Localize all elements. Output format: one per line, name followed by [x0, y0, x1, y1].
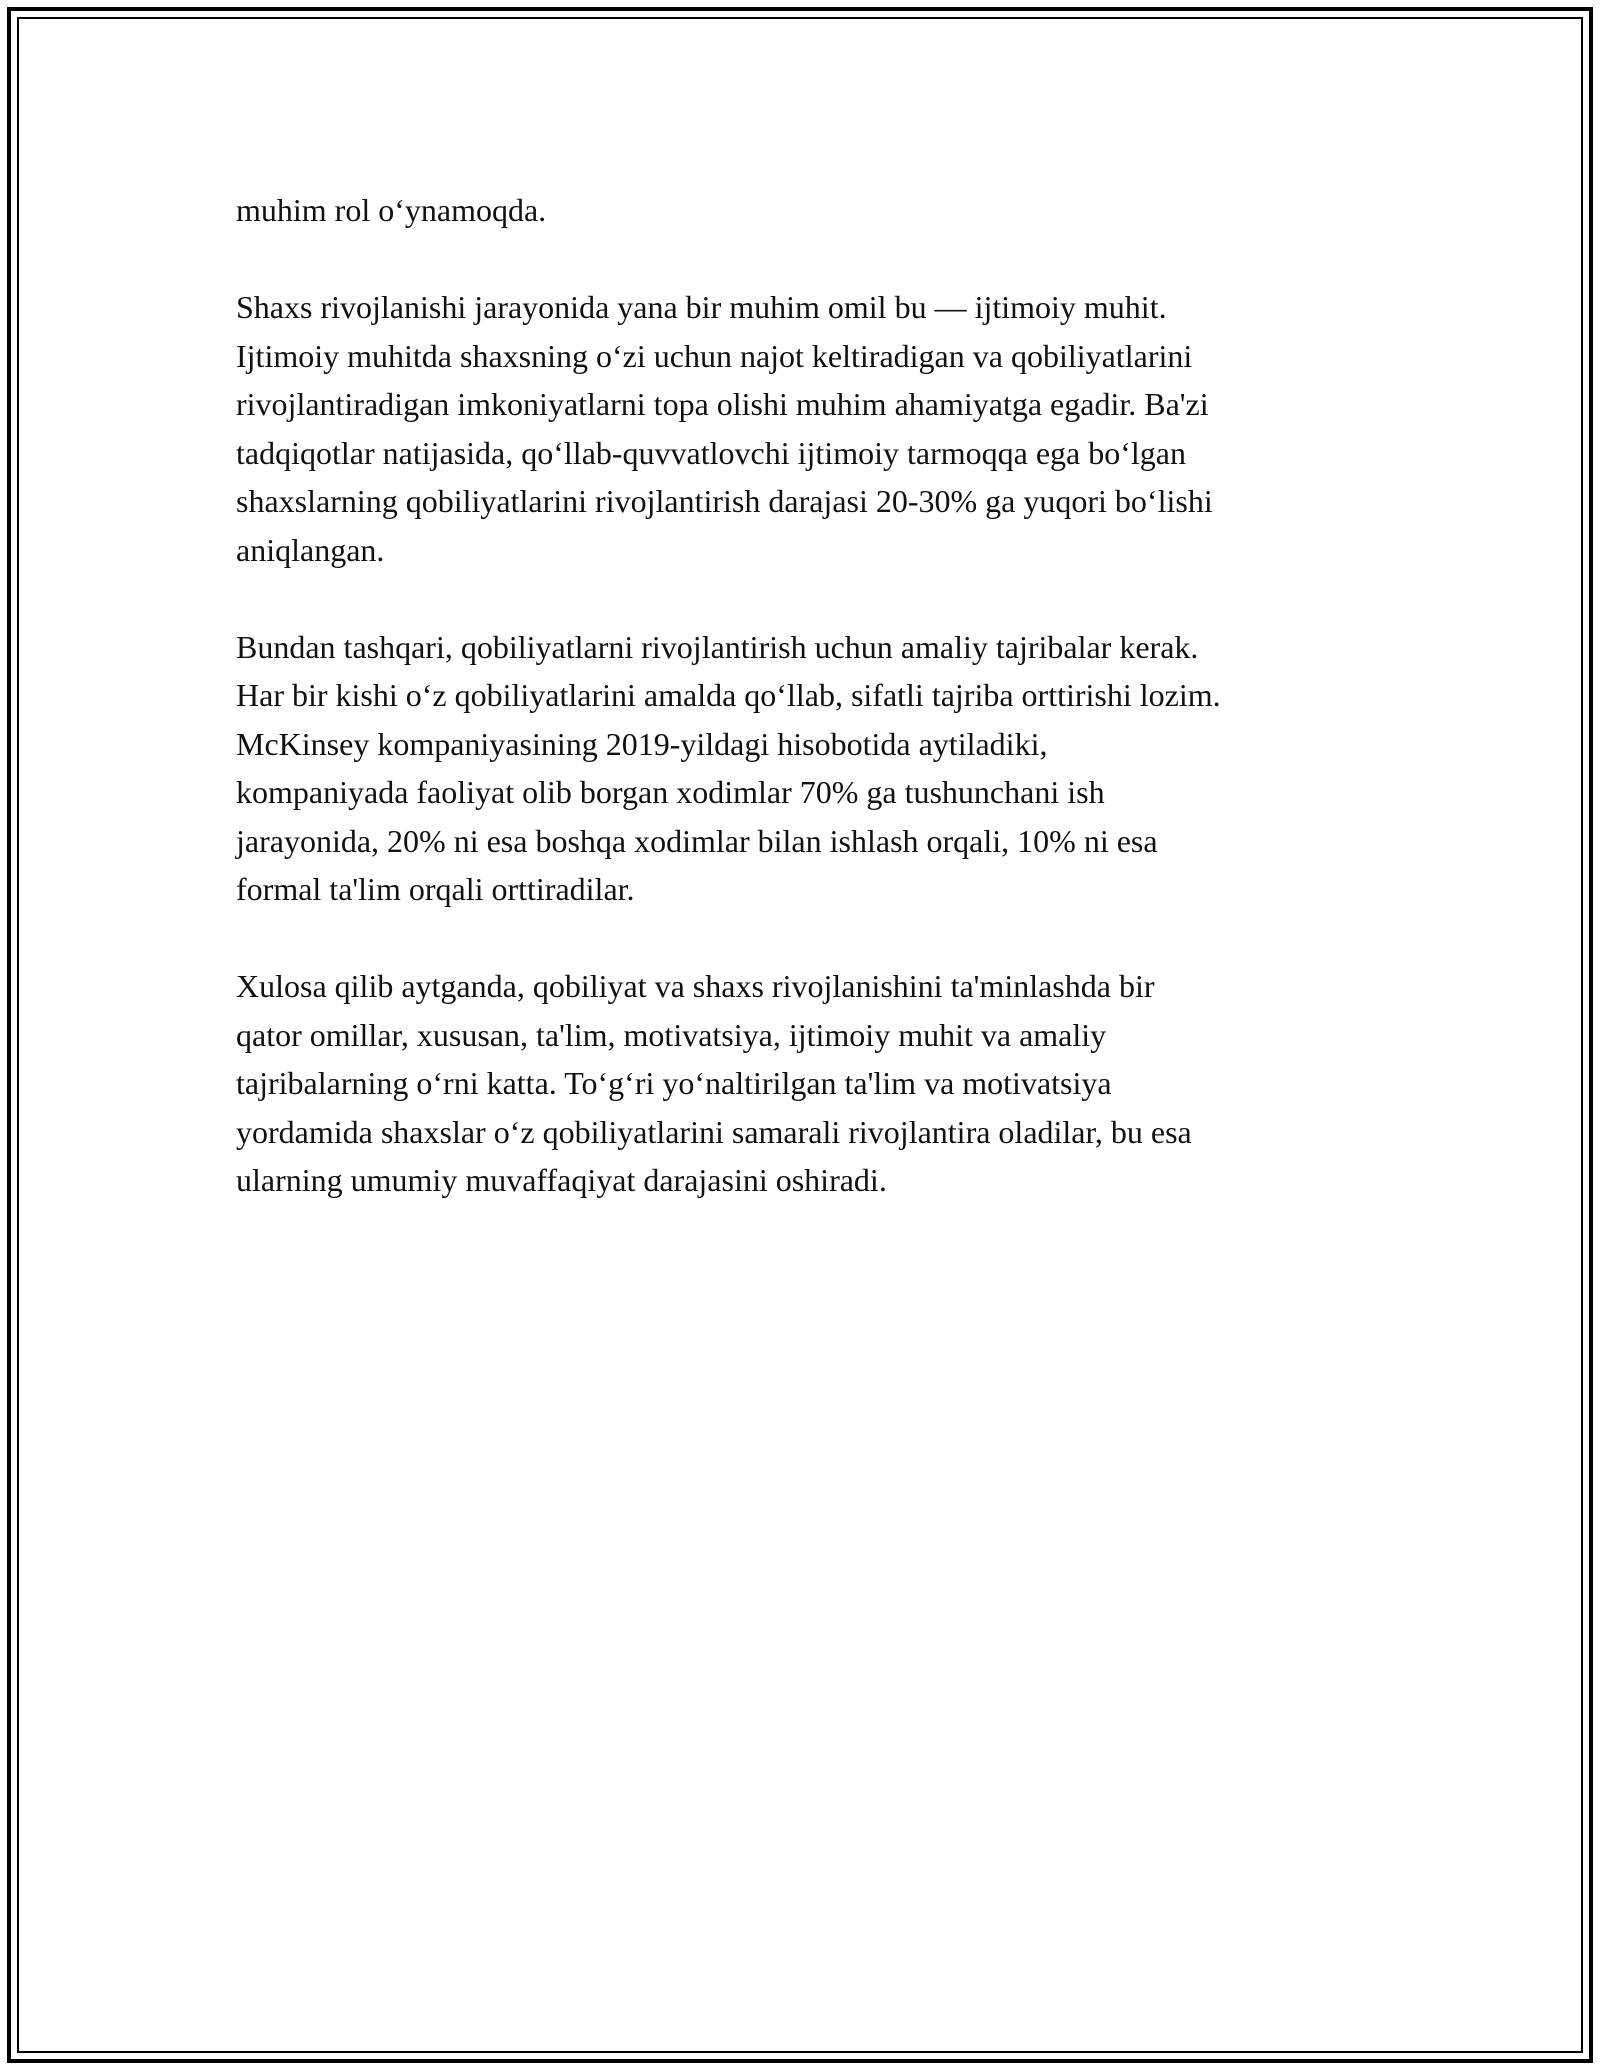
text-line: Har bir kishi o‘z qobiliyatlarini amalda qo‘llab, sifatli tajriba orttirishi lozim.: [236, 677, 1221, 713]
text-line: aniqlangan.: [236, 531, 385, 568]
text-line: McKinsey kompaniyasining 2019-yildagi hisobotida aytiladiki,: [236, 725, 1048, 762]
text-line: Xulosa qilib aytganda, qobiliyat va shaxs rivojlanishini ta'minlashda bir: [236, 968, 1155, 1004]
text-line: tajribalarning o‘rni katta. To‘g‘ri yo‘naltirilgan ta'lim va motivatsiya: [236, 1065, 1112, 1101]
paragraph-4: [236, 962, 1396, 1205]
text-line: Shaxs rivojlanishi jarayonida yana bir muhim omil bu — ijtimoiy muhit.: [236, 289, 1167, 325]
text-line: tadqiqotlar natijasida, qo‘llab-quvvatlovchi ijtimoiy tarmoqqa ega bo‘lgan: [236, 434, 1186, 471]
text-line: qator omillar, xususan, ta'lim, motivatsiya, ijtimoiy muhit va amaliy: [236, 1016, 1107, 1053]
paragraph-3: [236, 623, 1396, 914]
text-line: ularning umumiy muvaffaqiyat darajasini oshiradi.: [236, 1162, 887, 1198]
document-body: [236, 186, 1396, 1253]
text-line: jarayonida, 20% ni esa boshqa xodimlar bilan ishlash orqali, 10% ni esa: [236, 822, 1158, 859]
text-line: rivojlantiradigan imkoniyatlarni topa olishi muhim ahamiyatga egadir. Ba'zi: [236, 386, 1209, 422]
text-line: muhim rol o‘ynamoqda.: [236, 192, 547, 228]
text-line: formal ta'lim orqali orttiradilar.: [236, 871, 635, 907]
text-line: shaxslarning qobiliyatlarini rivojlantirish darajasi 20-30% ga yuqori bo‘lishi: [236, 483, 1213, 519]
paragraph-2: [236, 283, 1396, 574]
text-line: yordamida shaxslar o‘z qobiliyatlarini samarali rivojlantira oladilar, bu esa: [236, 1113, 1192, 1150]
text-line: kompaniyada faoliyat olib borgan xodimlar 70% ga tushunchani ish: [236, 774, 1105, 810]
text-line: Ijtimoiy muhitda shaxsning o‘zi uchun najot keltiradigan va qobiliyatlarini: [236, 337, 1193, 374]
text-line: Bundan tashqari, qobiliyatlarni rivojlantirish uchun amaliy tajribalar kerak.: [236, 628, 1199, 665]
paragraph-1: [236, 186, 1396, 235]
